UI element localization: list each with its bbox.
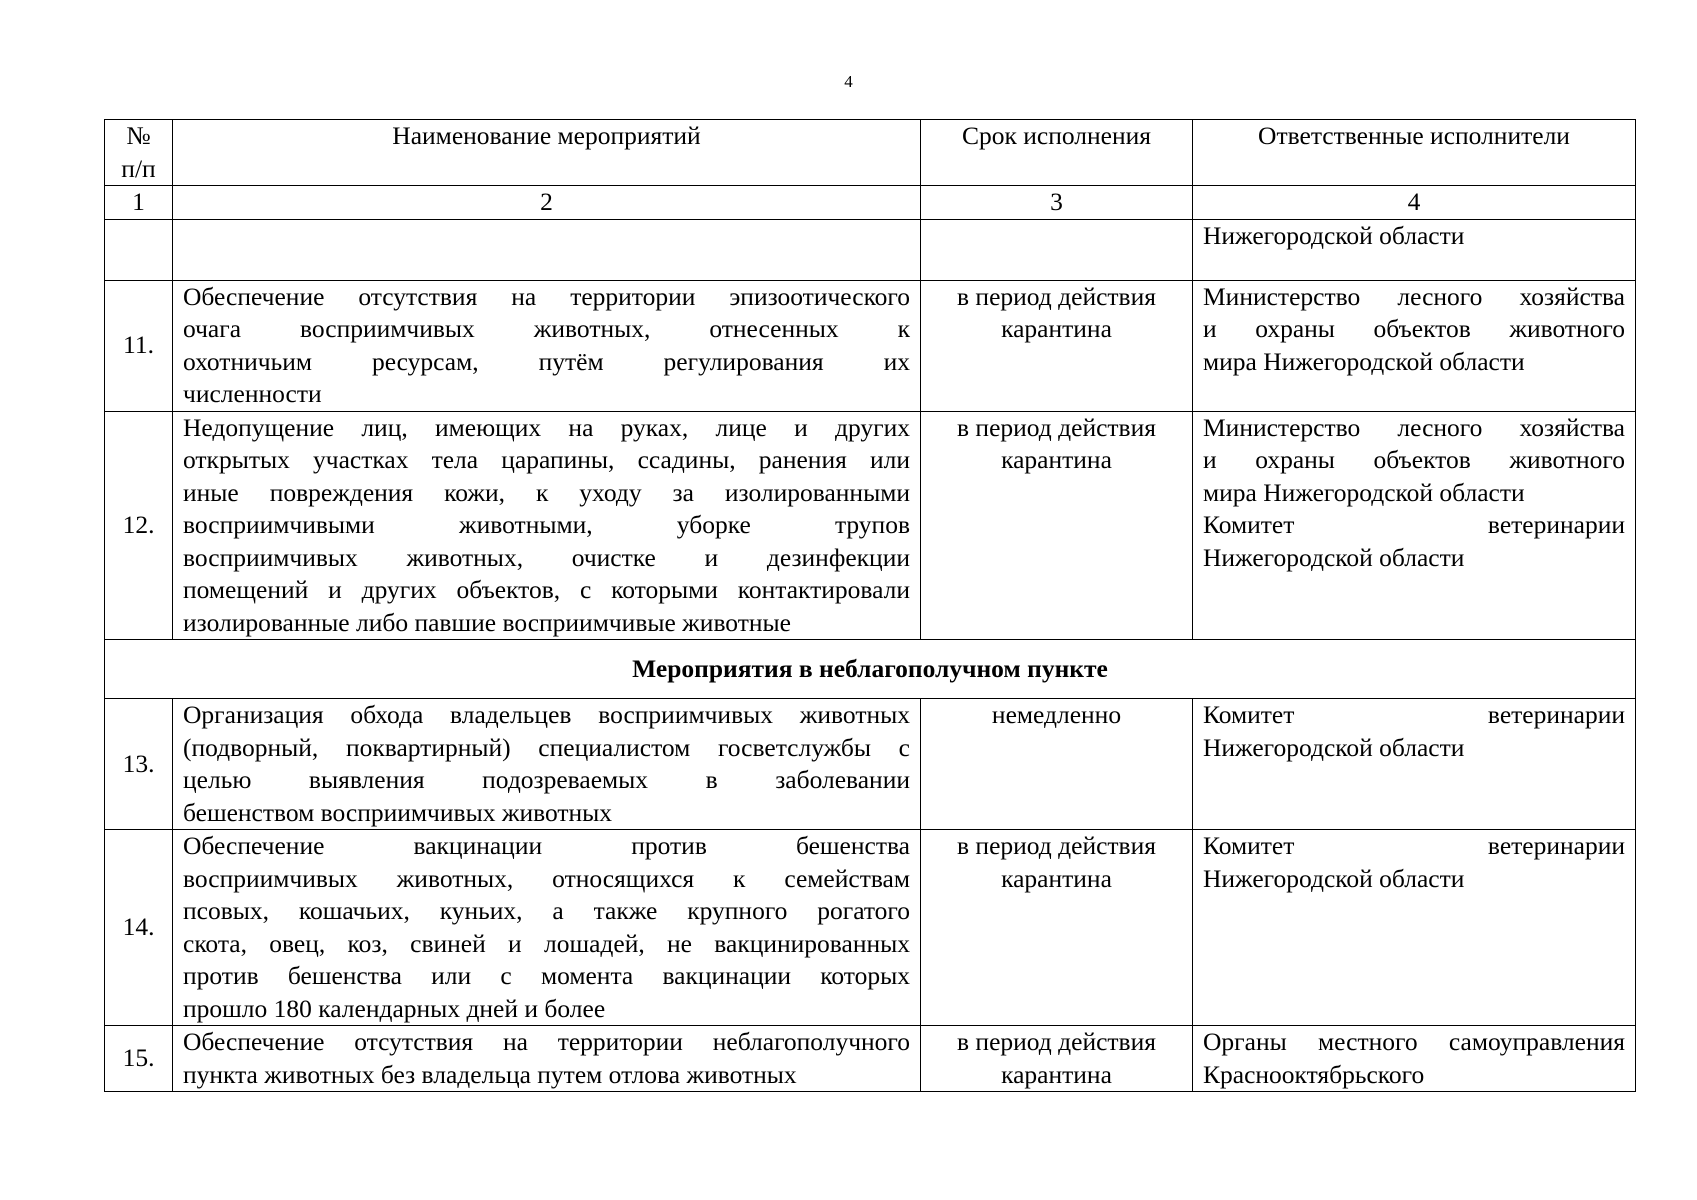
measure-name-line: прошло 180 календарных дней и более	[183, 993, 606, 1023]
measure-name-line: бешенством восприимчивых животных	[183, 797, 613, 827]
row-deadline	[921, 280, 1193, 411]
responsible-line: Комитет ветеринарии	[1203, 510, 1625, 539]
measure-name-line: очага восприимчивых животных, отнесенных к	[183, 314, 910, 343]
responsible-line: и охраны объектов животного	[1203, 314, 1625, 343]
table-header-row	[105, 120, 1636, 186]
header-name: Наименование мероприятий	[173, 120, 921, 186]
header-responsible: Ответственные исполнители	[1193, 120, 1636, 186]
page-number: 4	[844, 72, 853, 91]
row-measure-name	[173, 1026, 921, 1092]
row-number: 11.	[105, 280, 173, 411]
row-number: 15.	[105, 1026, 173, 1092]
row-measure-name	[173, 411, 921, 640]
column-number-3: 3	[921, 186, 1193, 220]
table-row	[105, 411, 1636, 640]
column-number-2: 2	[173, 186, 921, 220]
section-header-row	[105, 640, 1636, 699]
table-row	[105, 280, 1636, 411]
row-measure-name	[173, 280, 921, 411]
responsible-line: и охраны объектов животного	[1203, 445, 1625, 474]
responsible-line: Министерство лесного хозяйства	[1203, 412, 1625, 442]
deadline-line: немедленно	[991, 700, 1122, 729]
deadline-line: карантина	[1001, 445, 1112, 474]
measures-table	[104, 119, 1636, 1092]
section-title: Мероприятия в неблагополучном пункте	[105, 640, 1636, 699]
column-number-4: 4	[1193, 186, 1636, 220]
row-deadline	[921, 1026, 1193, 1092]
measure-name-line: (подворный, поквартирный) специалистом госветслужбы с	[183, 732, 910, 762]
deadline-line: карантина	[1001, 1059, 1112, 1089]
responsible-line: Министерство лесного хозяйства	[1203, 281, 1625, 311]
header-num	[105, 120, 173, 186]
table-row	[105, 699, 1636, 830]
measure-name-line: скота, овец, коз, свиней и лошадей, не вакцинированных	[183, 928, 910, 958]
responsible-line: Нижегородской области	[1203, 542, 1465, 572]
deadline-line: карантина	[1001, 314, 1112, 343]
row-responsible	[1193, 1026, 1636, 1092]
responsible-line: Органы местного самоуправления	[1203, 1027, 1625, 1056]
continuation-name	[173, 219, 921, 280]
measure-name-line: Организация обхода владельцев восприимчивых животных	[183, 700, 910, 729]
row-deadline	[921, 411, 1193, 640]
measure-name-line: изолированные либо павшие восприимчивые животные	[183, 607, 791, 637]
row-responsible	[1193, 411, 1636, 640]
row-deadline	[921, 699, 1193, 830]
measure-name-line: восприимчивых животных, относящихся к семействам	[183, 863, 910, 893]
deadline-line: в период действия	[957, 1027, 1156, 1056]
continuation-num	[105, 219, 173, 280]
row-responsible	[1193, 699, 1636, 830]
responsible-line: Нижегородской области	[1203, 732, 1465, 762]
row-deadline	[921, 830, 1193, 1026]
deadline-line: карантина	[1001, 863, 1112, 893]
deadline-line: в период действия	[957, 281, 1156, 311]
measure-name-line: Обеспечение отсутствия на территории неблагополучного	[183, 1027, 910, 1056]
responsible-line: мира Нижегородской области	[1203, 346, 1525, 376]
responsible-line: Краснооктябрьского	[1203, 1059, 1425, 1089]
measure-name-line: восприимчивых животных, очистке и дезинфекции	[183, 542, 910, 572]
header-num-line2: п/п	[121, 153, 156, 183]
row-number: 12.	[105, 411, 173, 640]
measure-name-line: пункта животных без владельца путем отлова животных	[183, 1059, 797, 1089]
row-measure-name	[173, 830, 921, 1026]
row-number: 13.	[105, 699, 173, 830]
table-row	[105, 1026, 1636, 1092]
responsible-line: мира Нижегородской области	[1203, 477, 1525, 507]
row-responsible	[1193, 280, 1636, 411]
deadline-line: в период действия	[957, 831, 1156, 860]
deadline-line: в период действия	[957, 412, 1156, 442]
column-number-1: 1	[105, 186, 173, 220]
measure-name-line: помещений и других объектов, с которыми контактировали	[183, 575, 910, 604]
measure-name-line: против бешенства или с момента вакцинации которых	[183, 961, 910, 990]
measure-name-line: целью выявления подозреваемых в заболевании	[183, 765, 910, 794]
row-responsible	[1193, 830, 1636, 1026]
measure-name-line: Недопущение лиц, имеющих на руках, лице и других	[183, 412, 910, 442]
continuation-responsible: Нижегородской области	[1193, 219, 1636, 280]
measure-name-line: охотничьим ресурсам, путём регулирования их	[183, 346, 910, 376]
responsible-line: Комитет ветеринарии	[1203, 700, 1625, 729]
responsible-line: Комитет ветеринарии	[1203, 831, 1625, 860]
continuation-term	[921, 219, 1193, 280]
measure-name-line: иные повреждения кожи, к уходу за изолированными	[183, 477, 910, 507]
header-num-line1: №	[126, 121, 151, 150]
measure-name-line: Обеспечение вакцинации против бешенства	[183, 831, 910, 860]
continuation-row	[105, 219, 1636, 280]
table-row	[105, 830, 1636, 1026]
responsible-line: Нижегородской области	[1203, 863, 1465, 893]
row-measure-name	[173, 699, 921, 830]
column-numbering-row	[105, 186, 1636, 220]
measure-name-line: псовых, кошачьих, куньих, а также крупного рогатого	[183, 896, 910, 925]
row-number: 14.	[105, 830, 173, 1026]
measure-name-line: восприимчивыми животными, уборке трупов	[183, 510, 910, 539]
measure-name-line: Обеспечение отсутствия на территории эпизоотического	[183, 281, 910, 311]
header-term: Срок исполнения	[921, 120, 1193, 186]
measure-name-line: численности	[183, 379, 322, 408]
measure-name-line: открытых участках тела царапины, ссадины, ранения или	[183, 445, 910, 474]
